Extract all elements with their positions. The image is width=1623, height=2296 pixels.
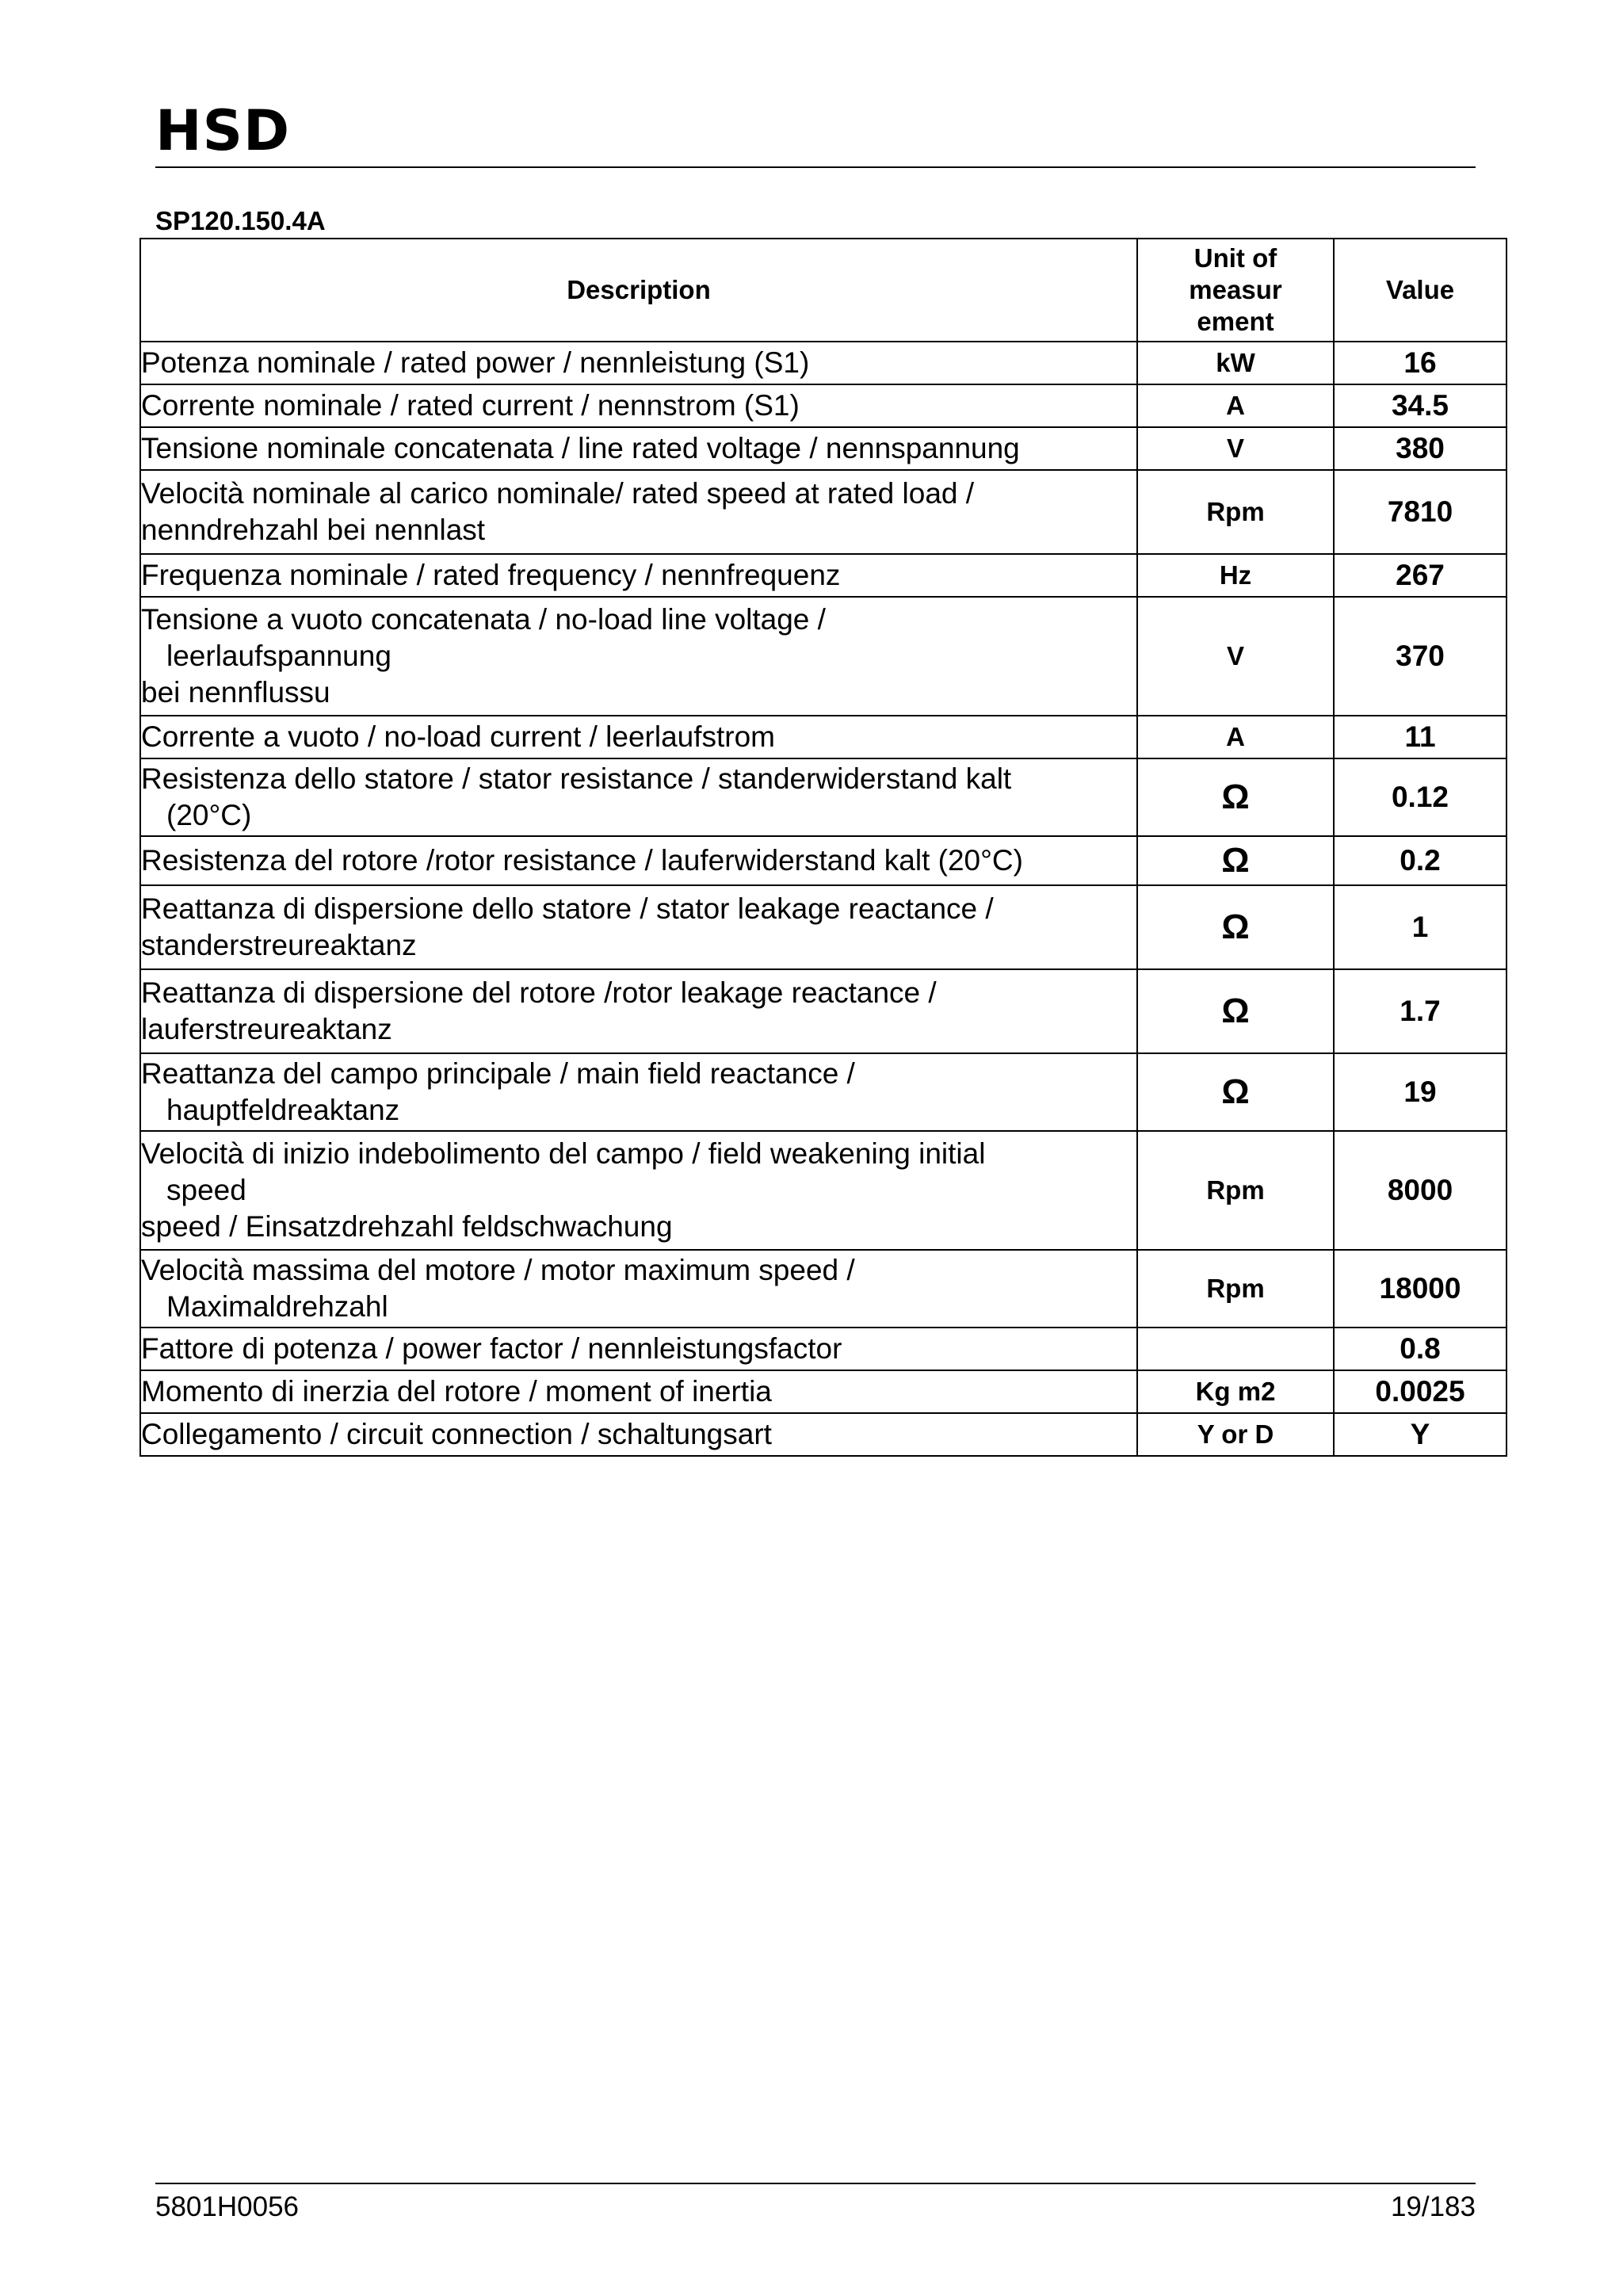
document-code: 5801H0056 xyxy=(155,2191,299,2222)
description-line: Resistenza del rotore /rotor resistance / lauferwiderstand kalt (20°C) xyxy=(141,844,1023,877)
description-line: Reattanza di dispersione dello statore / stator leakage reactance / xyxy=(141,892,994,925)
row-value: 18000 xyxy=(1334,1250,1507,1328)
header-rule xyxy=(155,166,1476,168)
row-unit: Rpm xyxy=(1137,470,1334,554)
row-value: 370 xyxy=(1334,597,1507,716)
description-line: Tensione a vuoto concatenata / no-load line voltage / xyxy=(141,603,826,636)
table-header-row xyxy=(140,239,1507,342)
description-line: Collegamento / circuit connection / schaltungsart xyxy=(141,1418,772,1450)
row-description xyxy=(140,716,1137,758)
table-row xyxy=(140,342,1507,384)
description-line: Corrente a vuoto / no-load current / leerlaufstrom xyxy=(141,720,775,753)
description-line: leerlaufspannung xyxy=(166,640,391,672)
row-value: 16 xyxy=(1334,342,1507,384)
description-line: Reattanza del campo principale / main field reactance / xyxy=(141,1057,855,1090)
description-line: Fattore di potenza / power factor / nennleistungsfactor xyxy=(141,1332,842,1365)
table-row xyxy=(140,384,1507,427)
description-line: Resistenza dello statore / stator resistance / standerwiderstand kalt xyxy=(141,762,1012,795)
row-unit: V xyxy=(1137,427,1334,470)
table-row xyxy=(140,1250,1507,1328)
row-value: 8000 xyxy=(1334,1131,1507,1250)
page-number: 19/183 xyxy=(1390,2191,1476,2222)
table-row xyxy=(140,836,1507,885)
row-description xyxy=(140,758,1137,836)
row-description xyxy=(140,342,1137,384)
table-row xyxy=(140,1370,1507,1413)
row-description xyxy=(140,1328,1137,1370)
row-value: 11 xyxy=(1334,716,1507,758)
description-line: Tensione nominale concatenata / line rated voltage / nennspannung xyxy=(141,432,1020,464)
row-unit: Ω xyxy=(1137,885,1334,969)
row-description xyxy=(140,597,1137,716)
table-row xyxy=(140,1053,1507,1131)
row-description xyxy=(140,554,1137,597)
spec-table xyxy=(139,238,1507,1457)
row-unit: V xyxy=(1137,597,1334,716)
model-title: SP120.150.4A xyxy=(155,206,326,235)
description-line: Maximaldrehzahl xyxy=(166,1290,388,1323)
header-unit: Unit of measur ement xyxy=(1137,239,1334,342)
description-line: (20°C) xyxy=(166,799,252,831)
description-line: hauptfeldreaktanz xyxy=(166,1094,400,1126)
row-unit xyxy=(1137,1328,1334,1370)
row-description xyxy=(140,885,1137,969)
row-description xyxy=(140,384,1137,427)
row-unit: Y or D xyxy=(1137,1413,1334,1456)
row-value: 0.8 xyxy=(1334,1328,1507,1370)
row-value: 19 xyxy=(1334,1053,1507,1131)
row-unit: Ω xyxy=(1137,969,1334,1053)
row-value: 0.12 xyxy=(1334,758,1507,836)
table-row xyxy=(140,1131,1507,1250)
table-row xyxy=(140,1413,1507,1456)
description-line: speed / Einsatzdrehzahl feldschwachung xyxy=(141,1210,673,1243)
row-value: 0.0025 xyxy=(1334,1370,1507,1413)
row-value: 7810 xyxy=(1334,470,1507,554)
row-unit: Hz xyxy=(1137,554,1334,597)
description-line: nenndrehzahl bei nennlast xyxy=(141,514,486,546)
table-row xyxy=(140,758,1507,836)
row-value: 0.2 xyxy=(1334,836,1507,885)
table-row xyxy=(140,597,1507,716)
row-description xyxy=(140,427,1137,470)
row-unit: A xyxy=(1137,384,1334,427)
hsd-logo: HSD xyxy=(155,98,291,163)
table-row xyxy=(140,969,1507,1053)
table-row xyxy=(140,554,1507,597)
row-unit: A xyxy=(1137,716,1334,758)
row-value: 34.5 xyxy=(1334,384,1507,427)
table-row xyxy=(140,885,1507,969)
header-description: Description xyxy=(140,239,1137,342)
description-line: Momento di inerzia del rotore / moment of inertia xyxy=(141,1375,772,1408)
description-line: bei nennflussu xyxy=(141,676,330,709)
row-description xyxy=(140,1250,1137,1328)
row-unit: Kg m2 xyxy=(1137,1370,1334,1413)
row-value: 267 xyxy=(1334,554,1507,597)
row-unit: Rpm xyxy=(1137,1250,1334,1328)
row-description xyxy=(140,1370,1137,1413)
row-description xyxy=(140,969,1137,1053)
footer-rule xyxy=(155,2183,1476,2184)
description-line: speed xyxy=(166,1174,246,1206)
description-line: Velocità nominale al carico nominale/ rated speed at rated load / xyxy=(141,477,975,510)
row-unit: Ω xyxy=(1137,758,1334,836)
row-description xyxy=(140,1053,1137,1131)
header-value: Value xyxy=(1334,239,1507,342)
row-unit: Rpm xyxy=(1137,1131,1334,1250)
row-unit: kW xyxy=(1137,342,1334,384)
description-line: Potenza nominale / rated power / nennleistung (S1) xyxy=(141,346,810,379)
row-description xyxy=(140,1131,1137,1250)
row-unit: Ω xyxy=(1137,1053,1334,1131)
row-value: Y xyxy=(1334,1413,1507,1456)
row-description xyxy=(140,836,1137,885)
row-unit: Ω xyxy=(1137,836,1334,885)
row-value: 1 xyxy=(1334,885,1507,969)
table-row xyxy=(140,427,1507,470)
description-line: Corrente nominale / rated current / nennstrom (S1) xyxy=(141,389,800,422)
description-line: Velocità di inizio indebolimento del campo / field weakening initial xyxy=(141,1137,986,1170)
row-value: 380 xyxy=(1334,427,1507,470)
row-value: 1.7 xyxy=(1334,969,1507,1053)
description-line: Velocità massima del motore / motor maximum speed / xyxy=(141,1254,855,1286)
description-line: standerstreureaktanz xyxy=(141,929,417,961)
table-row xyxy=(140,1328,1507,1370)
description-line: Reattanza di dispersione del rotore /rotor leakage reactance / xyxy=(141,976,937,1009)
description-line: Frequenza nominale / rated frequency / nennfrequenz xyxy=(141,559,841,591)
table-row xyxy=(140,470,1507,554)
table-row xyxy=(140,716,1507,758)
description-line: lauferstreureaktanz xyxy=(141,1013,392,1045)
row-description xyxy=(140,470,1137,554)
row-description xyxy=(140,1413,1137,1456)
